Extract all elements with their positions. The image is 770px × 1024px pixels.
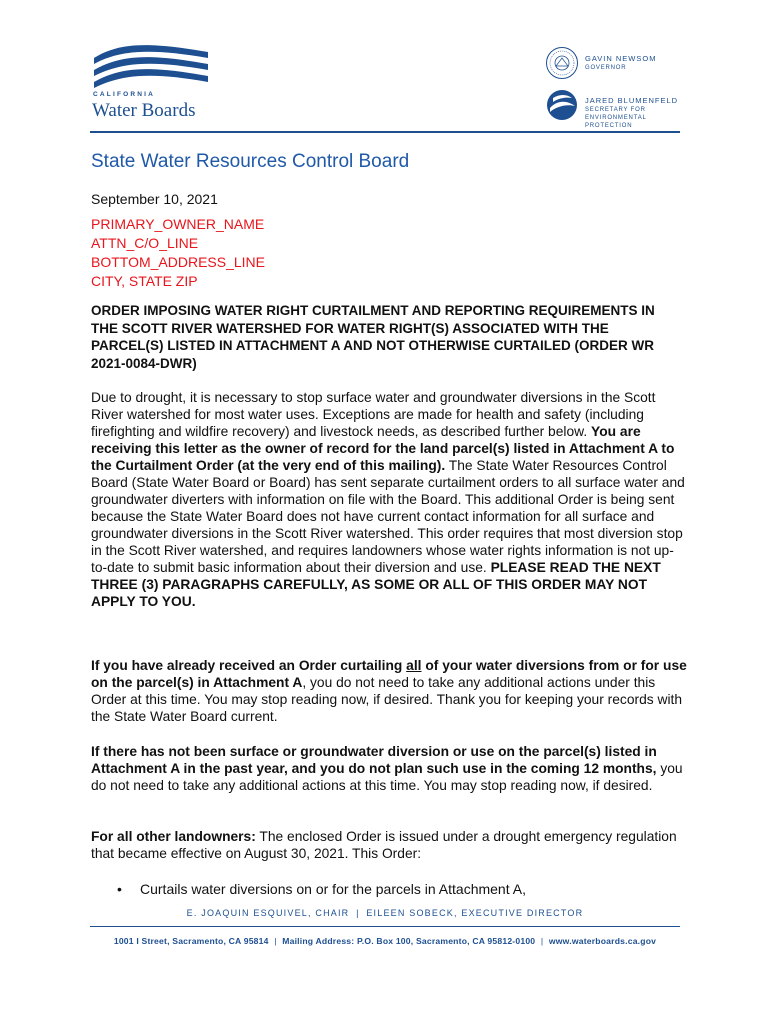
footer-mailing: Mailing Address: P.O. Box 100, Sacramento, CA 95812-0100 [282, 936, 536, 946]
secretary-title: SECRETARY FOR ENVIRONMENTAL PROTECTION [585, 107, 647, 129]
intro-text: Due to drought, it is necessary to stop surface water and groundwater diversions in the Scott River watershed for most water uses. Exceptions are made for health and safety (including firefighting and wildfire recovery) and livestock needs, as described further below. [91, 390, 656, 439]
p3-text: you do not need to take any additional actions at this time. You may stop reading now, if desired. [91, 761, 683, 793]
footer-separator: | [540, 936, 544, 946]
p2-bold-end: of your water diversions from or for use on the parcel(s) in Attachment A [91, 658, 687, 690]
calepa-logo-icon [545, 88, 579, 122]
waves-icon [90, 44, 212, 90]
p2-bold-start: If you have already received an Order curtailing [91, 658, 403, 673]
p2-underlined-all: all [406, 658, 422, 673]
footer-divider [90, 926, 680, 927]
bullet-icon: • [117, 881, 122, 897]
address-line: PRIMARY_OWNER_NAME [91, 216, 265, 232]
intro-read-carefully: PLEASE READ THE NEXT THREE (3) PARAGRAPHS CAREFULLY, AS SOME OR ALL OF THIS ORDER MAY NOT APPLY TO YOU. [91, 560, 661, 609]
intro-owner-notice: You are receiving this letter as the owner of record for the land parcel(s) listed in Attachment A to the Curtailment Order (at the very end of this mailing). [91, 424, 675, 473]
address-line: BOTTOM_ADDRESS_LINE [91, 254, 266, 270]
water-boards-logo [88, 44, 218, 122]
intro-details: The State Water Resources Control Board (State Water Board or Board) has sent separate curtailment orders to all surface water and groundwater diverters with information on file with the Board. This additional Order is being sent because the State Water Board does not have current contact information for all surface and groundwater diversions in the Scott River watershed. This order requires that most diversion stop in the Scott River watershed, and requires landowners whose water rights information is not up-to-date to submit basic information about their diversion and use. [91, 458, 685, 575]
address-line: ATTN_C/O_LINE [91, 235, 199, 251]
footer-street: 1001 I Street, Sacramento, CA 95814 [113, 936, 269, 946]
p3-bold: If there has not been surface or groundwater diversion or use on the parcel(s) listed in Attachment A in the past year, and you do not plan such use in the coming 12 months, [91, 744, 657, 776]
paragraph-no-diversion [91, 743, 687, 794]
official-secretary [545, 88, 695, 129]
official-governor [545, 46, 695, 84]
logo-water-boards-text: Water Boards [92, 100, 196, 121]
footer-address [0, 936, 770, 946]
governor-name: GAVIN NEWSOM [585, 54, 657, 63]
letter-date: September 10, 2021 [91, 191, 218, 207]
order-title: ORDER IMPOSING WATER RIGHT CURTAILMENT AND REPORTING REQUIREMENTS IN THE SCOTT RIVER WATERSHED FOR WATER RIGHT(S) ASSOCIATED WITH THE PARCEL(S) LISTED IN ATTACHMENT A AND NOT OTHERWISE CURTAILED (ORDER WR 2021-0084-DWR) [91, 303, 655, 371]
p2-text: , you do not need to take any additional actions under this Order at this time. You may stop reading now, if desired. Thank you for keeping your records with the State Water Board current. [91, 675, 683, 724]
logo-california-text: CALIFORNIA [93, 91, 156, 98]
paragraph-already-received [91, 657, 687, 725]
header-divider [90, 131, 680, 133]
officials-block [545, 46, 695, 130]
footer-director: EILEEN SOBECK, EXECUTIVE DIRECTOR [366, 908, 584, 918]
agency-name: State Water Resources Control Board [91, 151, 410, 172]
p4-text: The enclosed Order is issued under a drought emergency regulation that became effective on August 30, 2021. This Order: [91, 829, 677, 861]
state-seal-icon [545, 46, 579, 80]
address-line: CITY, STATE ZIP [91, 273, 198, 289]
footer-separator: | [274, 936, 277, 946]
recipient-address [91, 215, 265, 291]
bullet-item: Curtails water diversions on or for the parcels in Attachment A, [140, 881, 526, 897]
footer-separator: | [356, 908, 360, 918]
footer-website[interactable]: www.waterboards.ca.gov [548, 936, 657, 946]
footer-officers [0, 908, 770, 918]
governor-title: GOVERNOR [585, 65, 627, 71]
paragraph-other-landowners [91, 828, 687, 862]
footer-chair: E. JOAQUIN ESQUIVEL, CHAIR [186, 908, 350, 918]
paragraph-intro [91, 389, 687, 610]
secretary-name: JARED BLUMENFELD [585, 96, 679, 105]
p4-bold: For all other landowners: [91, 829, 256, 844]
